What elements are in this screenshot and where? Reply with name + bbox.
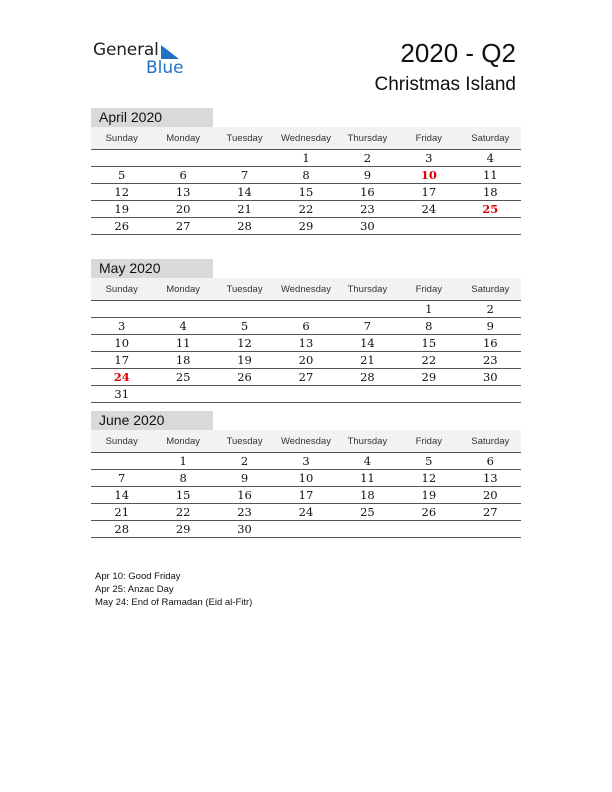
day-cell: 26 bbox=[214, 369, 275, 386]
day-cell: 5 bbox=[91, 167, 152, 184]
holiday-note: Apr 25: Anzac Day bbox=[95, 584, 174, 595]
holiday-note: May 24: End of Ramadan (Eid al-Fitr) bbox=[95, 597, 253, 608]
month-label: May 2020 bbox=[91, 259, 213, 278]
weekday-header: Wednesday bbox=[275, 278, 336, 301]
day-cell: 22 bbox=[398, 352, 459, 369]
day-cell: 12 bbox=[398, 470, 459, 487]
day-cell: 25 bbox=[337, 504, 398, 521]
day-cell: 24 bbox=[275, 504, 336, 521]
weekday-header: Friday bbox=[398, 430, 459, 453]
holiday-day-cell: 25 bbox=[460, 201, 521, 218]
empty-day-cell bbox=[398, 386, 459, 403]
day-cell: 14 bbox=[214, 184, 275, 201]
empty-day-cell bbox=[337, 521, 398, 538]
empty-day-cell bbox=[91, 453, 152, 470]
day-cell: 6 bbox=[460, 453, 521, 470]
day-cell: 3 bbox=[398, 150, 459, 167]
empty-day-cell bbox=[214, 301, 275, 318]
empty-day-cell bbox=[214, 386, 275, 403]
weekday-header: Friday bbox=[398, 127, 459, 150]
day-cell: 25 bbox=[152, 369, 213, 386]
day-cell: 10 bbox=[275, 470, 336, 487]
day-cell: 17 bbox=[91, 352, 152, 369]
week-row bbox=[91, 167, 521, 184]
empty-day-cell bbox=[398, 218, 459, 235]
day-cell: 14 bbox=[91, 487, 152, 504]
week-row bbox=[91, 150, 521, 167]
day-cell: 27 bbox=[460, 504, 521, 521]
weekday-header: Thursday bbox=[337, 278, 398, 301]
weekday-header: Thursday bbox=[337, 127, 398, 150]
weekday-header-row bbox=[91, 127, 521, 150]
week-row bbox=[91, 487, 521, 504]
weekday-header: Saturday bbox=[460, 127, 521, 150]
day-cell: 17 bbox=[275, 487, 336, 504]
holiday-day-cell: 24 bbox=[91, 369, 152, 386]
calendar-grid bbox=[91, 127, 521, 235]
day-cell: 24 bbox=[398, 201, 459, 218]
empty-day-cell bbox=[275, 386, 336, 403]
day-cell: 8 bbox=[398, 318, 459, 335]
day-cell: 26 bbox=[398, 504, 459, 521]
month-label: April 2020 bbox=[91, 108, 213, 127]
day-cell: 6 bbox=[275, 318, 336, 335]
empty-day-cell bbox=[91, 150, 152, 167]
day-cell: 2 bbox=[337, 150, 398, 167]
day-cell: 21 bbox=[214, 201, 275, 218]
empty-day-cell bbox=[152, 150, 213, 167]
empty-day-cell bbox=[152, 301, 213, 318]
weekday-header: Wednesday bbox=[275, 127, 336, 150]
logo-text-general: General bbox=[93, 40, 159, 60]
week-row bbox=[91, 369, 521, 386]
empty-day-cell bbox=[398, 521, 459, 538]
day-cell: 18 bbox=[152, 352, 213, 369]
day-cell: 7 bbox=[214, 167, 275, 184]
weekday-header: Sunday bbox=[91, 127, 152, 150]
week-row bbox=[91, 201, 521, 218]
empty-day-cell bbox=[337, 386, 398, 403]
day-cell: 1 bbox=[275, 150, 336, 167]
day-cell: 23 bbox=[337, 201, 398, 218]
empty-day-cell bbox=[460, 218, 521, 235]
day-cell: 4 bbox=[460, 150, 521, 167]
day-cell: 9 bbox=[460, 318, 521, 335]
day-cell: 18 bbox=[337, 487, 398, 504]
empty-day-cell bbox=[337, 301, 398, 318]
day-cell: 27 bbox=[275, 369, 336, 386]
week-row bbox=[91, 184, 521, 201]
day-cell: 15 bbox=[275, 184, 336, 201]
weekday-header: Tuesday bbox=[214, 430, 275, 453]
day-cell: 2 bbox=[214, 453, 275, 470]
weekday-header-row bbox=[91, 278, 521, 301]
logo-text-blue: Blue bbox=[146, 58, 184, 78]
weekday-header: Monday bbox=[152, 127, 213, 150]
general-blue-logo bbox=[93, 40, 193, 80]
day-cell: 9 bbox=[337, 167, 398, 184]
day-cell: 12 bbox=[91, 184, 152, 201]
day-cell: 20 bbox=[460, 487, 521, 504]
week-row bbox=[91, 470, 521, 487]
day-cell: 21 bbox=[337, 352, 398, 369]
day-cell: 1 bbox=[398, 301, 459, 318]
day-cell: 23 bbox=[214, 504, 275, 521]
day-cell: 21 bbox=[91, 504, 152, 521]
week-row bbox=[91, 453, 521, 470]
day-cell: 19 bbox=[214, 352, 275, 369]
day-cell: 5 bbox=[398, 453, 459, 470]
day-cell: 11 bbox=[460, 167, 521, 184]
weekday-header: Saturday bbox=[460, 278, 521, 301]
weekday-header: Thursday bbox=[337, 430, 398, 453]
weekday-header: Friday bbox=[398, 278, 459, 301]
day-cell: 20 bbox=[152, 201, 213, 218]
day-cell: 16 bbox=[337, 184, 398, 201]
weekday-header: Tuesday bbox=[214, 278, 275, 301]
day-cell: 27 bbox=[152, 218, 213, 235]
weekday-header: Saturday bbox=[460, 430, 521, 453]
page-title: 2020 - Q2 bbox=[400, 38, 516, 68]
country-name: Christmas Island bbox=[374, 74, 516, 95]
month-june bbox=[91, 411, 521, 538]
empty-day-cell bbox=[460, 521, 521, 538]
calendar-grid bbox=[91, 278, 521, 403]
holiday-day-cell: 10 bbox=[398, 167, 459, 184]
day-cell: 19 bbox=[91, 201, 152, 218]
day-cell: 28 bbox=[337, 369, 398, 386]
weekday-header: Sunday bbox=[91, 278, 152, 301]
day-cell: 3 bbox=[275, 453, 336, 470]
month-may bbox=[91, 259, 521, 403]
week-row bbox=[91, 335, 521, 352]
holiday-notes bbox=[95, 570, 252, 609]
month-label: June 2020 bbox=[91, 411, 213, 430]
week-row bbox=[91, 218, 521, 235]
week-row bbox=[91, 301, 521, 318]
day-cell: 2 bbox=[460, 301, 521, 318]
day-cell: 23 bbox=[460, 352, 521, 369]
day-cell: 19 bbox=[398, 487, 459, 504]
weekday-header: Monday bbox=[152, 430, 213, 453]
day-cell: 8 bbox=[275, 167, 336, 184]
day-cell: 13 bbox=[460, 470, 521, 487]
weekday-header: Monday bbox=[152, 278, 213, 301]
weekday-header-row bbox=[91, 430, 521, 453]
day-cell: 18 bbox=[460, 184, 521, 201]
month-april bbox=[91, 108, 521, 235]
day-cell: 7 bbox=[91, 470, 152, 487]
day-cell: 30 bbox=[337, 218, 398, 235]
week-row bbox=[91, 352, 521, 369]
day-cell: 22 bbox=[275, 201, 336, 218]
day-cell: 15 bbox=[398, 335, 459, 352]
day-cell: 16 bbox=[214, 487, 275, 504]
day-cell: 29 bbox=[398, 369, 459, 386]
week-row bbox=[91, 386, 521, 403]
day-cell: 1 bbox=[152, 453, 213, 470]
week-row bbox=[91, 318, 521, 335]
day-cell: 29 bbox=[275, 218, 336, 235]
day-cell: 10 bbox=[91, 335, 152, 352]
day-cell: 15 bbox=[152, 487, 213, 504]
day-cell: 9 bbox=[214, 470, 275, 487]
empty-day-cell bbox=[152, 386, 213, 403]
day-cell: 30 bbox=[460, 369, 521, 386]
day-cell: 12 bbox=[214, 335, 275, 352]
day-cell: 28 bbox=[214, 218, 275, 235]
week-row bbox=[91, 504, 521, 521]
day-cell: 5 bbox=[214, 318, 275, 335]
day-cell: 11 bbox=[152, 335, 213, 352]
day-cell: 29 bbox=[152, 521, 213, 538]
empty-day-cell bbox=[460, 386, 521, 403]
day-cell: 4 bbox=[152, 318, 213, 335]
day-cell: 22 bbox=[152, 504, 213, 521]
day-cell: 28 bbox=[91, 521, 152, 538]
weekday-header: Wednesday bbox=[275, 430, 336, 453]
day-cell: 30 bbox=[214, 521, 275, 538]
day-cell: 31 bbox=[91, 386, 152, 403]
day-cell: 16 bbox=[460, 335, 521, 352]
empty-day-cell bbox=[214, 150, 275, 167]
day-cell: 8 bbox=[152, 470, 213, 487]
week-row bbox=[91, 521, 521, 538]
weekday-header: Tuesday bbox=[214, 127, 275, 150]
empty-day-cell bbox=[275, 301, 336, 318]
logo-flag-icon bbox=[161, 45, 179, 59]
day-cell: 20 bbox=[275, 352, 336, 369]
empty-day-cell bbox=[91, 301, 152, 318]
day-cell: 11 bbox=[337, 470, 398, 487]
day-cell: 7 bbox=[337, 318, 398, 335]
empty-day-cell bbox=[275, 521, 336, 538]
calendar-grid bbox=[91, 430, 521, 538]
day-cell: 17 bbox=[398, 184, 459, 201]
day-cell: 13 bbox=[275, 335, 336, 352]
day-cell: 26 bbox=[91, 218, 152, 235]
day-cell: 14 bbox=[337, 335, 398, 352]
holiday-note: Apr 10: Good Friday bbox=[95, 571, 181, 582]
day-cell: 4 bbox=[337, 453, 398, 470]
day-cell: 3 bbox=[91, 318, 152, 335]
day-cell: 13 bbox=[152, 184, 213, 201]
day-cell: 6 bbox=[152, 167, 213, 184]
weekday-header: Sunday bbox=[91, 430, 152, 453]
